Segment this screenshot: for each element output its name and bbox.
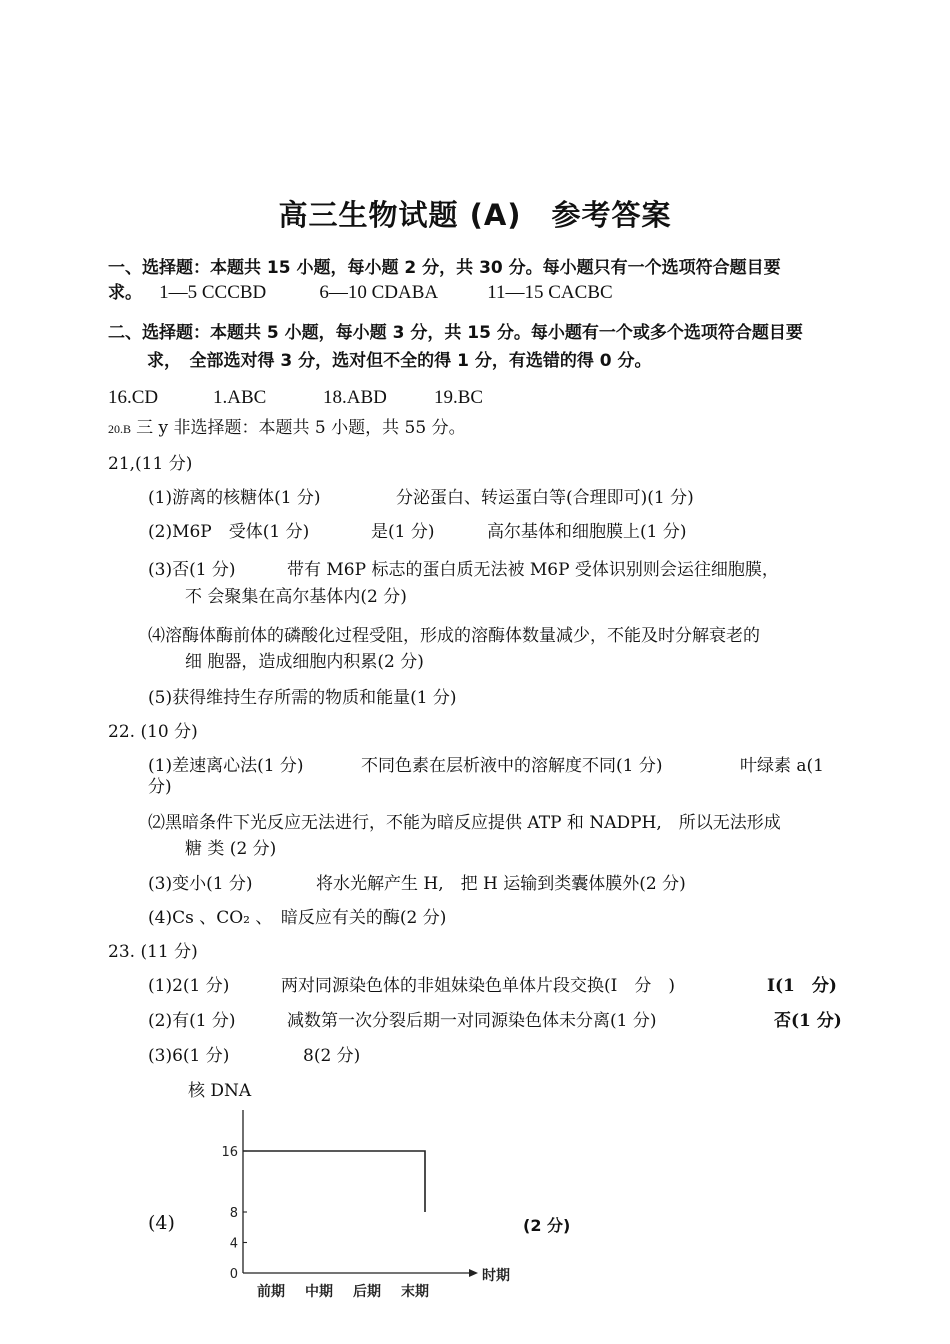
x-category-label: 前期: [257, 1284, 285, 1300]
section1-answers: [108, 278, 613, 304]
q21-p2b: 是(1 分): [371, 522, 435, 542]
q21-p1b: 分泌蛋白、转运蛋白等(合理即可)(1 分): [396, 488, 694, 508]
chart-ylabel: 核 DNA: [188, 1081, 252, 1101]
answer-16: 16.CD: [108, 387, 159, 408]
answer-17: 1.ABC: [213, 387, 267, 408]
q23-p2b: 减数第一次分裂后期一对同源染色体未分离(1 分): [287, 1011, 657, 1031]
dna-chart: [210, 1105, 520, 1305]
answer-18: 18.ABD: [323, 387, 387, 408]
q21-p2a: (2)M6P 受体(1 分): [148, 522, 310, 542]
y-tick-label: 8: [229, 1206, 238, 1221]
answer-19: 19.BC: [434, 387, 484, 408]
q22-p4: (4)Cs 、CO₂ 、 暗反应有关的酶(2 分): [148, 908, 447, 928]
section1-heading: 一、选择题：本题共 15 小题，每小题 2 分，共 30 分。每小题只有一个选项符合题目要: [108, 258, 781, 278]
q23-p1b: 两对同源染色体的非姐妹染色单体片段交换(I 分 ): [281, 976, 675, 996]
section2-rule: 求， 全部选对得 3 分，选对但不全的得 1 分，有选错的得 0 分。: [147, 351, 652, 371]
answer-6-10: 6—10 CDABA: [319, 282, 439, 303]
x-category-label: 末期: [401, 1284, 429, 1300]
q23-p2a: (2)有(1 分): [148, 1011, 236, 1031]
q23-p2c: 否(1 分): [774, 1011, 842, 1031]
q21-p3a: (3)否(1 分): [148, 560, 236, 580]
section3-text: 三 y 非选择题：本题共 5 小题，共 55 分。: [136, 418, 466, 438]
q21-p3b: 带有 M6P 标志的蛋白质无法被 M6P 受体识别则会运往细胞膜，: [287, 560, 779, 580]
page-title: 高三生物试题 (A) 参考答案: [278, 198, 672, 232]
x-category-label: 后期: [353, 1284, 381, 1300]
q21-p3c: 不 会聚集在高尔基体内(2 分): [185, 587, 407, 607]
series-line: [243, 1151, 425, 1212]
q23-p3b: 8(2 分): [303, 1046, 361, 1066]
x-axis-arrow: [469, 1269, 478, 1277]
q23-header: 23. (11 分): [108, 942, 198, 962]
q23-p4-score: (2 分): [523, 1216, 571, 1235]
y-tick-label: 4: [229, 1236, 238, 1252]
q22-p2b: 糖 类 (2 分): [185, 839, 277, 859]
q21-p5: (5)获得维持生存所需的物质和能量(1 分): [148, 688, 457, 708]
answer-20: 20.B: [108, 422, 132, 436]
q21-header: 21,(11 分): [108, 454, 193, 474]
section1-suffix: 求。: [108, 283, 142, 303]
q22-p1c: 叶绿素 a(1: [740, 756, 824, 776]
section3-heading: [108, 413, 466, 438]
q22-p2a: ⑵黑暗条件下光反应无法进行，不能为暗反应提供 ATP 和 NADPH, 所以无法形成: [148, 813, 781, 833]
q21-p4b: 细 胞器，造成细胞内积累(2 分): [185, 652, 424, 672]
q22-header: 22. (10 分): [108, 722, 198, 742]
q21-p4a: ⑷溶酶体酶前体的磷酸化过程受阻，形成的溶酶体数量减少，不能及时分解衰老的: [148, 626, 760, 646]
y-tick-label: 16: [221, 1145, 238, 1160]
q22-p1a: (1)差速离心法(1 分): [148, 756, 304, 776]
q22-p1b: 不同色素在层析液中的溶解度不同(1 分): [361, 756, 663, 776]
q23-p3a: (3)6(1 分): [148, 1046, 230, 1066]
q21-p1a: (1)游离的核糖体(1 分): [148, 488, 321, 508]
q23-p4-label: (4): [148, 1212, 175, 1234]
chart-layer: [221, 1110, 510, 1300]
answer-11-15: 11—15 CACBC: [487, 282, 613, 303]
section2-heading: 二、选择题：本题共 5 小题，每小题 3 分，共 15 分。每小题有一个或多个选项符合题目要: [108, 323, 803, 343]
answer-1-5: 1—5 CCCBD: [159, 282, 267, 303]
q22-p1d: 分): [148, 777, 172, 797]
q23-p1c: I(1 分): [767, 976, 837, 996]
x-category-label: 中期: [305, 1284, 333, 1300]
q23-p1a: (1)2(1 分): [148, 976, 230, 996]
x-axis-title: 时期: [482, 1268, 510, 1284]
q22-p3b: 将水光解产生 H, 把 H 运输到类囊体膜外(2 分): [316, 874, 686, 894]
y-tick-label: 0: [229, 1267, 238, 1282]
q21-p2c: 高尔基体和细胞膜上(1 分): [487, 522, 687, 542]
q22-p3a: (3)变小(1 分): [148, 874, 253, 894]
